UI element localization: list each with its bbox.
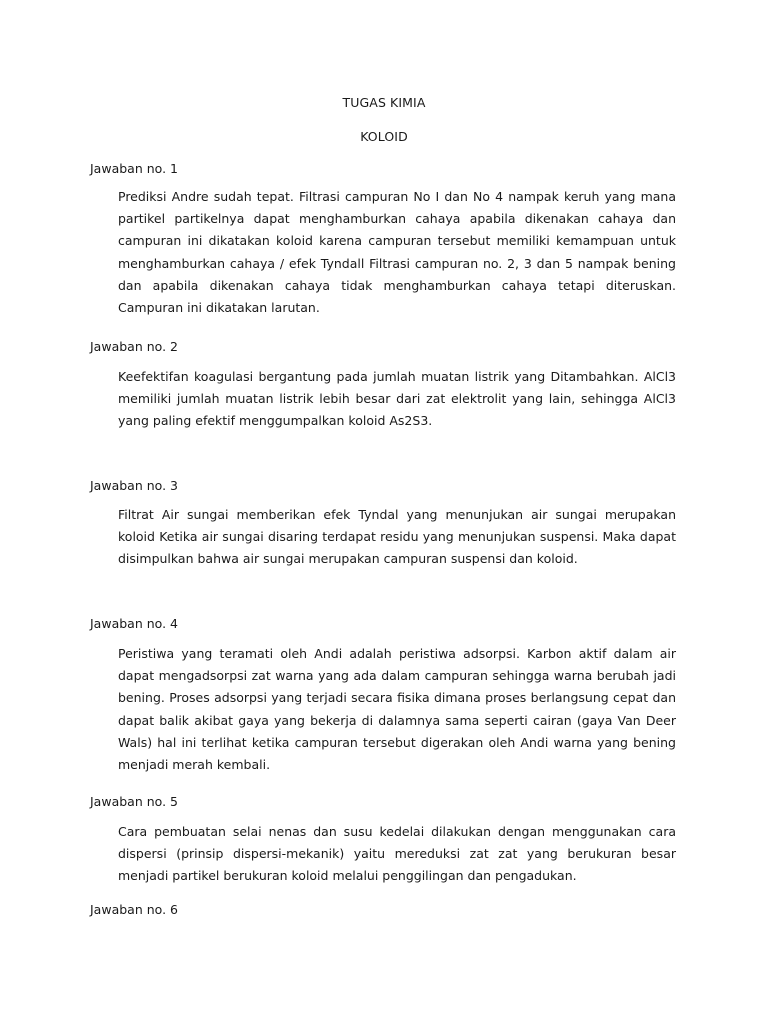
- section-paragraph-4: Peristiwa yang teramati oleh Andi adalah peristiwa adsorpsi. Karbon aktif dalam air dapat mengadsorpsi zat warna yang ada dalam campuran sehingga warna berubah jadi bening. Proses adsorpsi yang terjadi secara fisika dimana proses berlangsung cepat dan dapat balik akibat gaya yang bekerja di dalamnya sama seperti cairan (gaya Van Deer Wals) hal ini terlihat ketika campuran tersebut digerakan oleh Andi warna yang bening menjadi merah kembali.: [118, 646, 676, 773]
- section-heading-2: Jawaban no. 2: [90, 339, 178, 354]
- document-title: TUGAS KIMIA: [342, 95, 426, 110]
- section-paragraph-1: Prediksi Andre sudah tepat. Filtrasi campuran No I dan No 4 nampak keruh yang mana partikel partikelnya dapat menghamburkan cahaya apabila dikenakan cahaya dan campuran ini dikatakan koloid karena campuran tersebut memiliki kemampuan untuk menghamburkan cahaya / efek Tyndall Filtrasi campuran no. 2, 3 dan 5 nampak bening dan apabila dikenakan cahaya tidak menghamburkan cahaya tetapi diteruskan. Campuran ini dikatakan larutan.: [118, 189, 676, 316]
- section-heading-3: Jawaban no. 3: [90, 478, 178, 493]
- document-subtitle: KOLOID: [360, 129, 408, 144]
- section-heading-5: Jawaban no. 5: [90, 794, 178, 809]
- section-paragraph-5: Cara pembuatan selai nenas dan susu kedelai dilakukan dengan menggunakan cara dispersi (prinsip dispersi-mekanik) yaitu mereduksi zat zat yang berukuran besar menjadi partikel berukuran koloid melalui penggilingan dan pengadukan.: [118, 824, 676, 884]
- section-heading-6: Jawaban no. 6: [90, 902, 178, 917]
- section-heading-4: Jawaban no. 4: [90, 616, 178, 631]
- section-paragraph-2: Keefektifan koagulasi bergantung pada jumlah muatan listrik yang Ditambahkan. AlCl3 memiliki jumlah muatan listrik lebih besar dari zat elektrolit yang lain, sehingga AlCl3 yang paling efektif menggumpalkan koloid As2S3.: [118, 369, 676, 429]
- section-heading-1: Jawaban no. 1: [90, 161, 178, 176]
- section-paragraph-3: Filtrat Air sungai memberikan efek Tyndal yang menunjukan air sungai merupakan koloid Ketika air sungai disaring terdapat residu yang menunjukan suspensi. Maka dapat disimpulkan bahwa air sungai merupakan campuran suspensi dan koloid.: [118, 507, 676, 567]
